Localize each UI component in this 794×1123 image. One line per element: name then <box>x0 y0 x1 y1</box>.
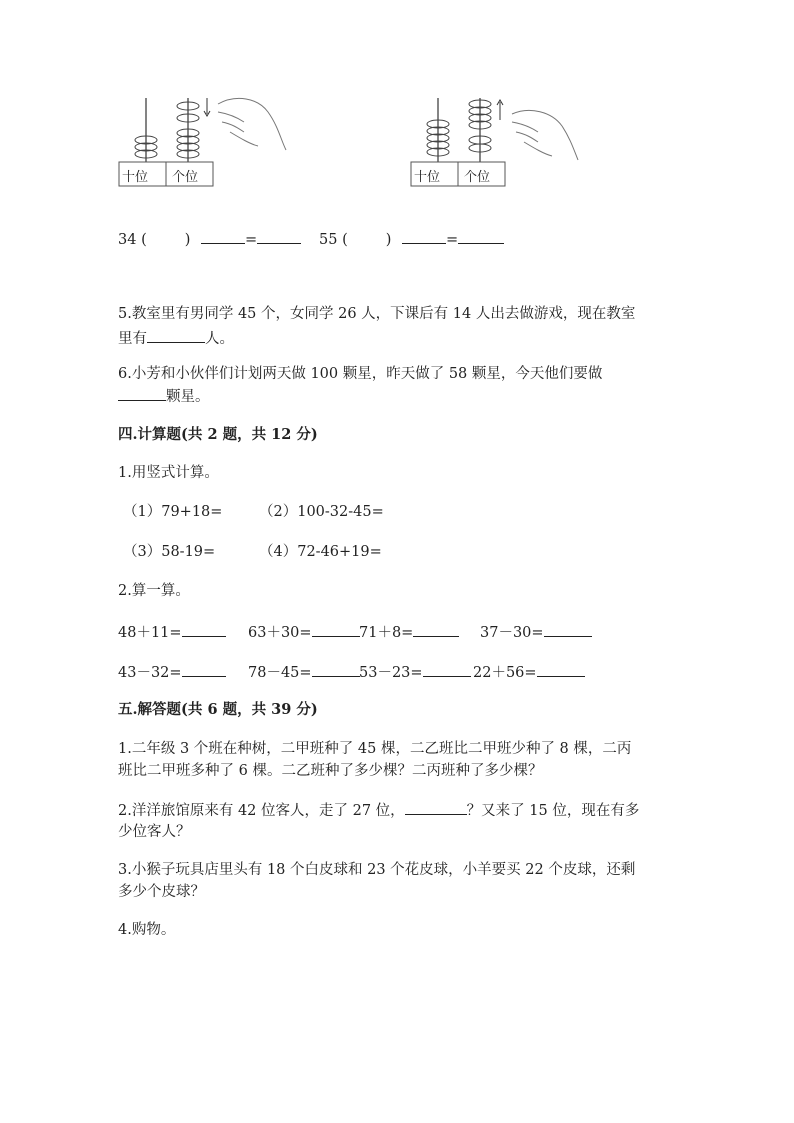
calc-2-title: 2.算一算。 <box>118 583 190 599</box>
answer-blank[interactable] <box>182 622 226 637</box>
calc-2-item <box>359 622 459 643</box>
text: 2.洋洋旅馆原来有 42 位客人，走了 27 位， <box>118 803 405 819</box>
expr: 43－32= <box>118 665 182 681</box>
answer-blank[interactable] <box>537 662 585 677</box>
answer-blank[interactable] <box>544 622 592 637</box>
calc-2-item <box>118 622 226 643</box>
answer-blank[interactable] <box>405 800 467 815</box>
paren-close: ) <box>184 232 191 248</box>
calc-2-item <box>248 662 360 683</box>
text: 里有 <box>118 331 147 347</box>
ones-label: 个位 <box>464 170 491 185</box>
calc-item: （3）58-19= <box>123 544 216 560</box>
answer-blank[interactable] <box>312 662 360 677</box>
calc-2-item <box>359 662 471 683</box>
paren-close: ) <box>385 232 392 248</box>
abacus-34 <box>118 92 288 190</box>
calc-2-item <box>118 662 226 683</box>
problem-4-line1: 4.购物。 <box>118 922 176 938</box>
tens-label: 十位 <box>414 170 441 185</box>
ones-label: 个位 <box>172 170 199 185</box>
calc-2-item <box>473 662 585 683</box>
calc-item: （1）79+18= <box>123 504 223 520</box>
answer-blank[interactable] <box>413 622 459 637</box>
equals: = <box>245 232 258 248</box>
expr: 63＋30= <box>248 625 312 641</box>
abacus-fill-55 <box>319 229 504 250</box>
blank[interactable] <box>458 229 504 244</box>
text: 颗星。 <box>166 389 210 405</box>
expr: 53－23= <box>359 665 423 681</box>
question-5-line1: 5.教室里有男同学 45 个，女同学 26 人，下课后有 14 人出去做游戏，现在教室 <box>118 306 636 322</box>
answer-blank[interactable] <box>118 386 166 401</box>
abacus-55 <box>410 92 580 190</box>
question-6-line1: 6.小芳和小伙伴们计划两天做 100 颗星，昨天做了 58 颗星，今天他们要做 <box>118 366 603 382</box>
tens-label: 十位 <box>122 170 149 185</box>
question-6-line2 <box>118 386 210 407</box>
problem-1-line2: 班比二甲班多种了 6 棵。二乙班种了多少棵？二丙班种了多少棵？ <box>118 763 543 779</box>
blank[interactable] <box>201 229 245 244</box>
calc-2-item <box>480 622 592 643</box>
calc-1-title: 1.用竖式计算。 <box>118 465 219 481</box>
answer-blank[interactable] <box>147 328 205 343</box>
expr: 78－45= <box>248 665 312 681</box>
text: ？又来了 15 位，现在有多 <box>466 803 640 819</box>
answer-blank[interactable] <box>423 662 471 677</box>
calc-2-item <box>248 622 360 643</box>
section-5-title: 五.解答题(共 6 题，共 39 分) <box>118 701 318 718</box>
number: 34 <box>118 232 137 248</box>
number: 55 <box>319 232 338 248</box>
problem-2-line2: 少位客人？ <box>118 824 191 840</box>
answer-blank[interactable] <box>312 622 360 637</box>
expr: 71＋8= <box>359 625 414 641</box>
section-4-title: 四.计算题(共 2 题，共 12 分) <box>118 426 318 443</box>
problem-3-line2: 多少个皮球？ <box>118 884 205 900</box>
abacus-fill-34 <box>118 229 301 250</box>
calc-item: （4）72-46+19= <box>259 544 382 560</box>
expr: 48＋11= <box>118 625 182 641</box>
problem-3-line1: 3.小猴子玩具店里头有 18 个白皮球和 23 个花皮球，小羊要买 22 个皮球，还剩 <box>118 862 636 878</box>
answer-blank[interactable] <box>182 662 226 677</box>
problem-2-line1 <box>118 800 639 821</box>
expr: 37－30= <box>480 625 544 641</box>
text: 人。 <box>205 331 234 347</box>
calc-item: （2）100-32-45= <box>259 504 384 520</box>
equals: = <box>446 232 459 248</box>
paren-open: ( <box>342 232 348 248</box>
expr: 22＋56= <box>473 665 537 681</box>
blank[interactable] <box>257 229 301 244</box>
paren-open: ( <box>141 232 147 248</box>
blank[interactable] <box>402 229 446 244</box>
problem-1-line1: 1.二年级 3 个班在种树，二甲班种了 45 棵，二乙班比二甲班少种了 8 棵，二丙 <box>118 741 632 757</box>
question-5-line2 <box>118 328 234 349</box>
